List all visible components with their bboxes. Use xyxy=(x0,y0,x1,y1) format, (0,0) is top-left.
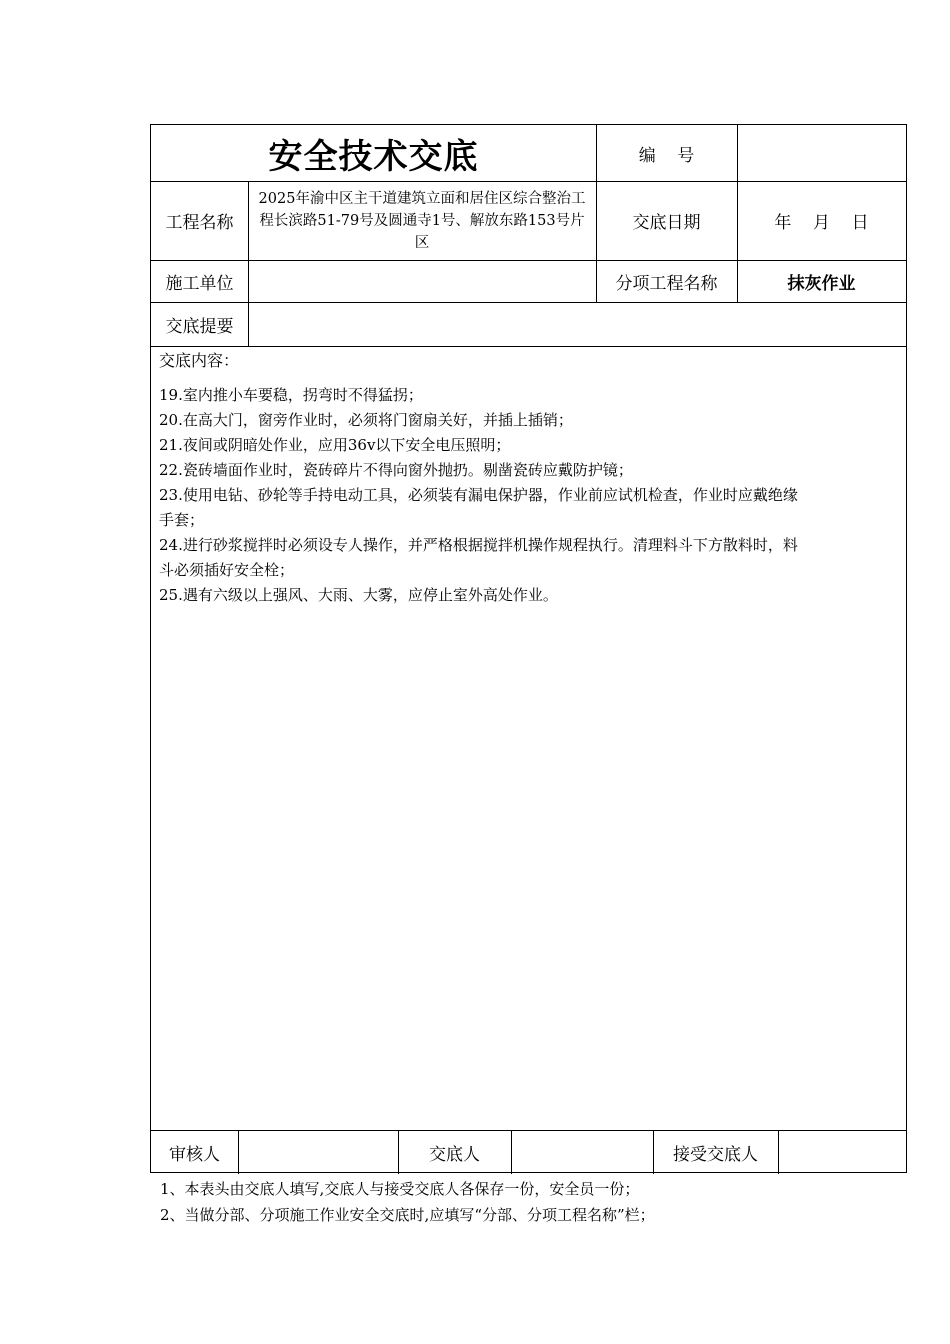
content-item: 22.瓷砖墙面作业时，瓷砖碎片不得向窗外抛扔。剔凿瓷砖应戴防护镜； xyxy=(159,461,633,479)
project-name-label: 工程名称 xyxy=(165,213,234,233)
receiver-field[interactable] xyxy=(778,1130,906,1174)
footnote: 1、本表头由交底人填写,交底人与接受交底人各保存一份，安全员一份； xyxy=(160,1180,640,1198)
subitem-name-label: 分项工程名称 xyxy=(615,273,718,294)
content-item: 25.遇有六级以上强风、大雨、大雾，应停止室外高处作业。 xyxy=(159,586,558,604)
number-label: 编 号 xyxy=(638,145,695,166)
content-item-continuation: 斗必须插好安全栓； xyxy=(159,561,295,579)
disclosure-form xyxy=(150,124,907,1173)
row-divider xyxy=(151,346,906,347)
content-item: 23.使用电钻、砂轮等手持电动工具，必须装有漏电保护器，作业前应试机检查，作业时应戴绝缘 xyxy=(159,486,798,504)
disclosure-date-label: 交底日期 xyxy=(632,213,701,233)
summary-value[interactable] xyxy=(248,302,906,346)
discloser-field[interactable] xyxy=(511,1130,653,1174)
disclosure-content xyxy=(159,349,900,608)
content-item-continuation: 手套； xyxy=(159,511,205,529)
footnote: 2、当做分部、分项施工作业安全交底时,应填写“分部、分项工程名称”栏； xyxy=(160,1206,655,1224)
reviewer-field[interactable] xyxy=(238,1130,398,1174)
receiver-label: 接受交底人 xyxy=(673,1144,758,1165)
footnotes xyxy=(160,1176,655,1228)
content-item: 19.室内推小车要稳，拐弯时不得猛拐； xyxy=(159,386,423,404)
form-title: 安全技术交底 xyxy=(268,136,479,177)
summary-label: 交底提要 xyxy=(165,316,234,337)
number-field[interactable] xyxy=(737,125,906,181)
discloser-label: 交底人 xyxy=(429,1144,480,1165)
disclosure-date-value[interactable]: 年 月 日 xyxy=(774,213,869,233)
content-heading: 交底内容： xyxy=(159,351,240,370)
subitem-name-value: 抹灰作业 xyxy=(787,273,856,294)
content-item: 21.夜间或阴暗处作业，应用36v以下安全电压照明； xyxy=(159,436,511,454)
reviewer-label: 审核人 xyxy=(169,1144,220,1165)
construction-unit-value[interactable] xyxy=(248,260,596,302)
project-name-value: 2025年渝中区主干道建筑立面和居住区综合整治工程长滨路51-79号及圆通寺1号、解放东路153号片区 xyxy=(258,190,586,251)
content-item: 20.在高大门，窗旁作业时，必须将门窗扇关好，并插上插销； xyxy=(159,411,573,429)
content-item: 24.进行砂浆搅拌时必须设专人操作，并严格根据搅拌机操作规程执行。清理料斗下方散料时，料 xyxy=(159,536,798,554)
construction-unit-label: 施工单位 xyxy=(165,273,234,294)
